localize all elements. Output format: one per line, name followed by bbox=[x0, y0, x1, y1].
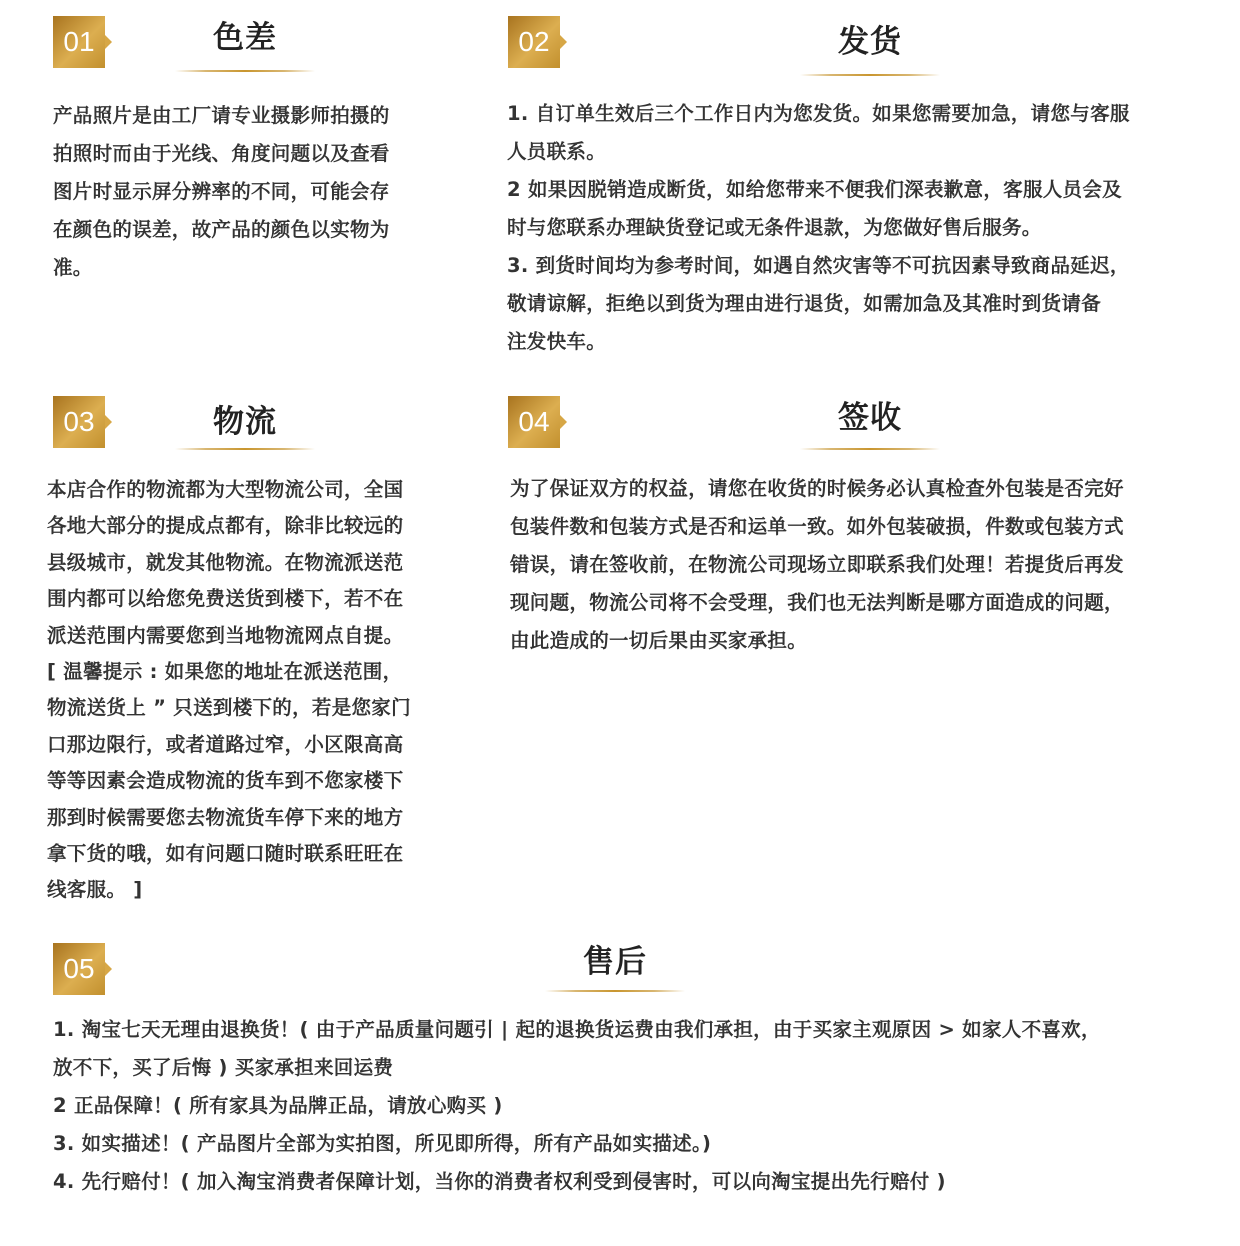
body-line: 现问题，物流公司将不会受理，我们也无法判断是哪方面造成的问题， bbox=[510, 591, 1124, 614]
body-line: 敬请谅解，拒绝以到货为理由进行退货，如需加急及其准时到货请备 bbox=[507, 292, 1102, 315]
body-line: 人员联系。 bbox=[507, 140, 607, 163]
section-title-signing: 签收 bbox=[838, 400, 902, 436]
body-line: 错误，请在签收前，在物流公司现场立即联系我们处理！若提货后再发 bbox=[510, 553, 1124, 576]
body-line: 拍照时而由于光线、角度问题以及查看 bbox=[53, 142, 390, 165]
body-line: 图片时显示屏分辨率的不同，可能会存 bbox=[53, 180, 390, 203]
section-title-logistics: 物流 bbox=[213, 404, 277, 440]
section-number-badge-01: 01 bbox=[53, 16, 105, 68]
body-line: 包装件数和包装方式是否和运单一致。如外包装破损，件数或包装方式 bbox=[510, 515, 1124, 538]
title-underline bbox=[800, 74, 940, 76]
section-title-after-sales: 售后 bbox=[583, 944, 647, 980]
section-body-logistics bbox=[47, 472, 467, 909]
body-line: 县级城市，就发其他物流。在物流派送范 bbox=[47, 550, 404, 574]
body-line: 围内都可以给您免费送货到楼下，若不在 bbox=[47, 587, 404, 611]
section-title-shipping: 发货 bbox=[838, 24, 902, 60]
body-line: 在颜色的误差，故产品的颜色以实物为 bbox=[53, 218, 390, 241]
body-line: 2 如果因脱销造成断货，如给您带来不便我们深表歉意，客服人员会及 bbox=[507, 178, 1122, 201]
section-number-badge-05: 05 bbox=[53, 943, 105, 995]
section-title-color-difference: 色差 bbox=[213, 20, 277, 56]
body-line: 放不下，买了后悔 ) 买家承担来回运费 bbox=[53, 1056, 394, 1079]
section-body-shipping bbox=[507, 95, 1207, 361]
section-body-after-sales bbox=[53, 1011, 1213, 1201]
title-underline bbox=[175, 70, 315, 72]
body-line: 1. 自订单生效后三个工作日内为您发货。如果您需要加急，请您与客服 bbox=[507, 102, 1130, 125]
section-body-signing bbox=[510, 470, 1210, 660]
body-line: 等等因素会造成物流的货车到不您家楼下 bbox=[47, 769, 404, 793]
body-line: 2 正品保障！( 所有家具为品牌正品，请放心购买 ) bbox=[53, 1094, 503, 1117]
body-line: 口那边限行，或者道路过窄，小区限高高 bbox=[47, 732, 404, 756]
section-number-badge-02: 02 bbox=[508, 16, 560, 68]
body-line: 派送范围内需要您到当地物流网点自提。 bbox=[47, 623, 404, 647]
body-line: 时与您联系办理缺货登记或无条件退款，为您做好售后服务。 bbox=[507, 216, 1042, 239]
body-line: 4. 先行赔付！( 加入淘宝消费者保障计划，当你的消费者权利受到侵害时，可以向淘宝提出先行赔付 ) bbox=[53, 1170, 946, 1193]
section-number-badge-04: 04 bbox=[508, 396, 560, 448]
body-line: [ 温馨提示 : 如果您的地址在派送范围， bbox=[47, 660, 403, 684]
body-line: 产品照片是由工厂请专业摄影师拍摄的 bbox=[53, 104, 390, 127]
section-body-color-difference bbox=[53, 97, 453, 287]
body-line: 为了保证双方的权益，请您在收货的时候务必认真检查外包装是否完好 bbox=[510, 477, 1124, 500]
body-line: 物流送货上 ” 只送到楼下的，若是您家门 bbox=[47, 696, 411, 720]
body-line: 由此造成的一切后果由买家承担。 bbox=[510, 629, 808, 652]
body-line: 1. 淘宝七天无理由退换货！( 由于产品质量问题引 | 起的退换货运费由我们承担，由于买家主观原因 > 如家人不喜欢， bbox=[53, 1018, 1101, 1041]
section-number-badge-03: 03 bbox=[53, 396, 105, 448]
body-line: 本店合作的物流都为大型物流公司，全国 bbox=[47, 478, 404, 501]
body-line: 各地大部分的提成点都有，除非比较远的 bbox=[47, 514, 404, 538]
body-line: 准。 bbox=[53, 256, 93, 279]
title-underline bbox=[175, 448, 315, 450]
body-line: 3. 如实描述！( 产品图片全部为实拍图，所见即所得，所有产品如实描述。) bbox=[53, 1132, 712, 1155]
body-line: 拿下货的哦，如有问题口随时联系旺旺在 bbox=[47, 842, 404, 866]
body-line: 3. 到货时间均为参考时间，如遇自然灾害等不可抗因素导致商品延迟， bbox=[507, 254, 1130, 277]
title-underline bbox=[800, 448, 940, 450]
body-line: 注发快车。 bbox=[507, 330, 607, 353]
title-underline bbox=[545, 990, 685, 992]
body-line: 线客服。 ] bbox=[47, 878, 143, 902]
body-line: 那到时候需要您去物流货车停下来的地方 bbox=[47, 805, 404, 829]
